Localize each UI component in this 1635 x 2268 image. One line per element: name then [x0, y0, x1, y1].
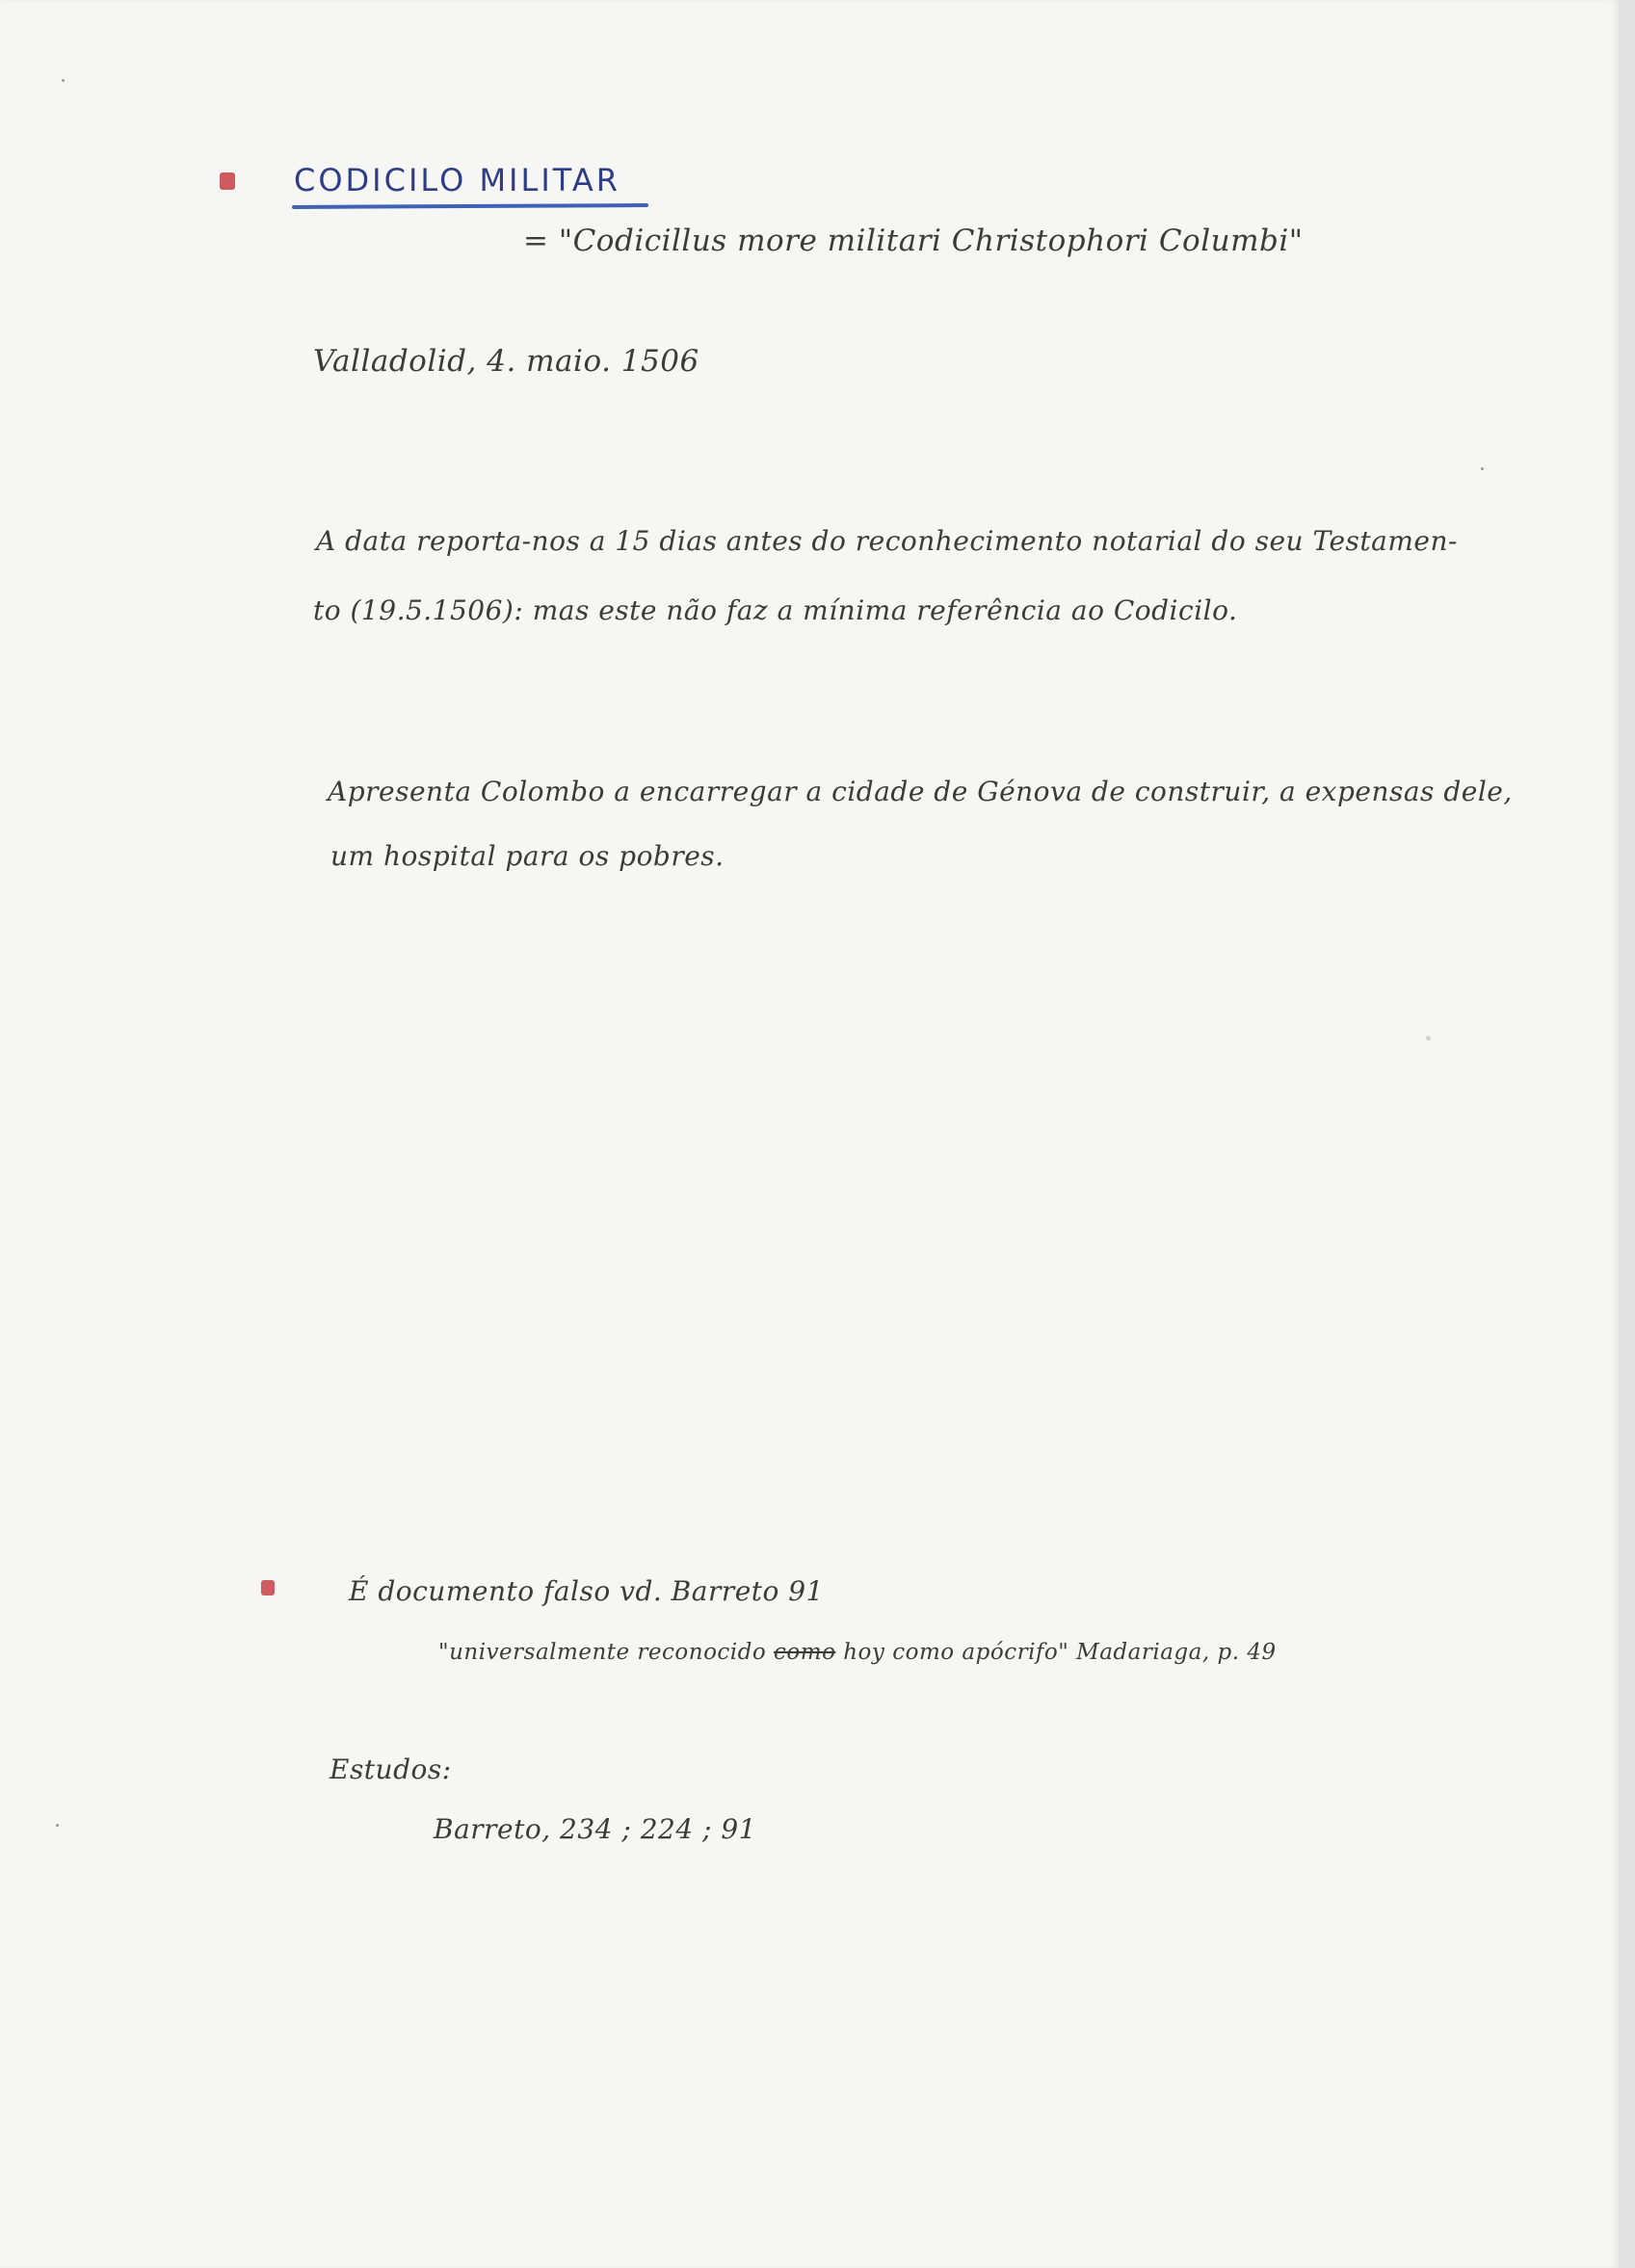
paragraph1-line2: to (19.5.1506): mas este não faz a mínima referência ao Codicilo. — [313, 594, 1238, 626]
paragraph1-line1: A data reporta-nos a 15 dias antes do reconhecimento notarial do seu Testamen- — [316, 525, 1458, 557]
place-date: Valladolid, 4. maio. 1506 — [313, 344, 699, 379]
studies-refs: Barreto, 234 ; 224 ; 91 — [434, 1813, 757, 1845]
note-line2-after: hoy como apócrifo" Madariaga, p. 49 — [835, 1640, 1277, 1665]
note-line2-before: "universalmente reconocido — [438, 1640, 775, 1665]
paragraph2-line1: Apresenta Colombo a encarregar a cidade de Génova de construir, a expensas dele, — [328, 776, 1513, 807]
document-title: CODICILO MILITAR — [294, 162, 620, 198]
note-line2 — [438, 1640, 1277, 1665]
paper-speck — [56, 1824, 59, 1827]
studies-label: Estudos: — [330, 1754, 452, 1785]
paper-speck — [1481, 467, 1484, 470]
document-subtitle: = "Codicillus more militari Christophori Columbi" — [523, 224, 1304, 258]
paper-speck — [1426, 1036, 1431, 1041]
page-edge — [1619, 0, 1635, 2268]
red-marker-icon — [220, 172, 235, 190]
paper-speck — [62, 79, 65, 82]
note-line2-struck: como — [774, 1640, 836, 1665]
red-marker-icon — [261, 1580, 275, 1596]
title-underline — [292, 203, 648, 209]
paragraph2-line2: um hospital para os pobres. — [330, 840, 725, 872]
note-line1: É documento falso vd. Barreto 91 — [349, 1575, 824, 1607]
